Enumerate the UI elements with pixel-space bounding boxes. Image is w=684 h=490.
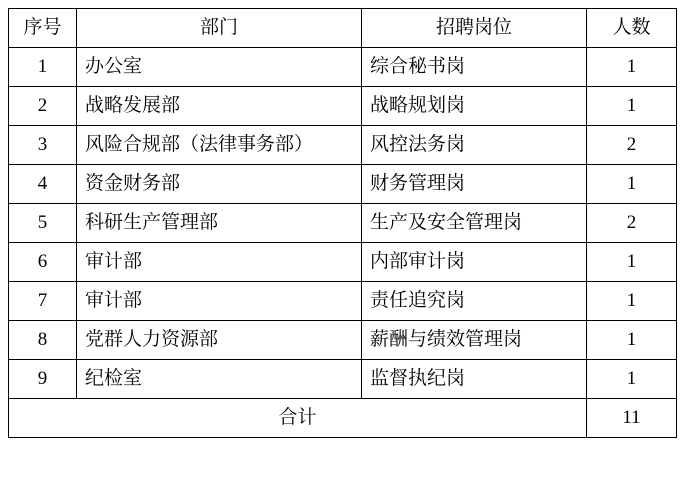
total-value: 11 — [587, 399, 677, 438]
cell-position: 责任追究岗 — [362, 282, 587, 321]
cell-no: 9 — [9, 360, 77, 399]
table-total-row — [9, 399, 677, 438]
cell-department: 资金财务部 — [77, 165, 362, 204]
cell-position: 监督执纪岗 — [362, 360, 587, 399]
cell-position: 生产及安全管理岗 — [362, 204, 587, 243]
cell-no: 3 — [9, 126, 77, 165]
cell-no: 5 — [9, 204, 77, 243]
cell-count: 1 — [587, 321, 677, 360]
table-header-row — [9, 9, 677, 48]
table-header — [9, 9, 677, 48]
cell-count: 2 — [587, 126, 677, 165]
header-cell-count: 人数 — [587, 9, 677, 48]
cell-department: 党群人力资源部 — [77, 321, 362, 360]
cell-department: 审计部 — [77, 282, 362, 321]
cell-position: 财务管理岗 — [362, 165, 587, 204]
cell-department: 风险合规部（法律事务部） — [77, 126, 362, 165]
table-row — [9, 165, 677, 204]
cell-count: 1 — [587, 243, 677, 282]
cell-department: 纪检室 — [77, 360, 362, 399]
header-cell-position: 招聘岗位 — [362, 9, 587, 48]
table-row — [9, 48, 677, 87]
cell-no: 4 — [9, 165, 77, 204]
header-cell-no: 序号 — [9, 9, 77, 48]
cell-position: 风控法务岗 — [362, 126, 587, 165]
header-cell-department: 部门 — [77, 9, 362, 48]
cell-count: 2 — [587, 204, 677, 243]
table-row — [9, 360, 677, 399]
table-row — [9, 243, 677, 282]
cell-no: 6 — [9, 243, 77, 282]
cell-count: 1 — [587, 48, 677, 87]
cell-position: 内部审计岗 — [362, 243, 587, 282]
recruitment-table — [8, 8, 677, 438]
table-row — [9, 126, 677, 165]
table-body — [9, 48, 677, 438]
table-row — [9, 87, 677, 126]
cell-position: 战略规划岗 — [362, 87, 587, 126]
cell-position: 综合秘书岗 — [362, 48, 587, 87]
cell-count: 1 — [587, 165, 677, 204]
cell-department: 审计部 — [77, 243, 362, 282]
cell-no: 7 — [9, 282, 77, 321]
table-row — [9, 204, 677, 243]
table-row — [9, 282, 677, 321]
cell-department: 办公室 — [77, 48, 362, 87]
total-label: 合计 — [9, 399, 587, 438]
table-row — [9, 321, 677, 360]
cell-department: 科研生产管理部 — [77, 204, 362, 243]
cell-no: 8 — [9, 321, 77, 360]
cell-count: 1 — [587, 360, 677, 399]
cell-department: 战略发展部 — [77, 87, 362, 126]
cell-count: 1 — [587, 87, 677, 126]
cell-no: 2 — [9, 87, 77, 126]
cell-count: 1 — [587, 282, 677, 321]
cell-position: 薪酬与绩效管理岗 — [362, 321, 587, 360]
cell-no: 1 — [9, 48, 77, 87]
